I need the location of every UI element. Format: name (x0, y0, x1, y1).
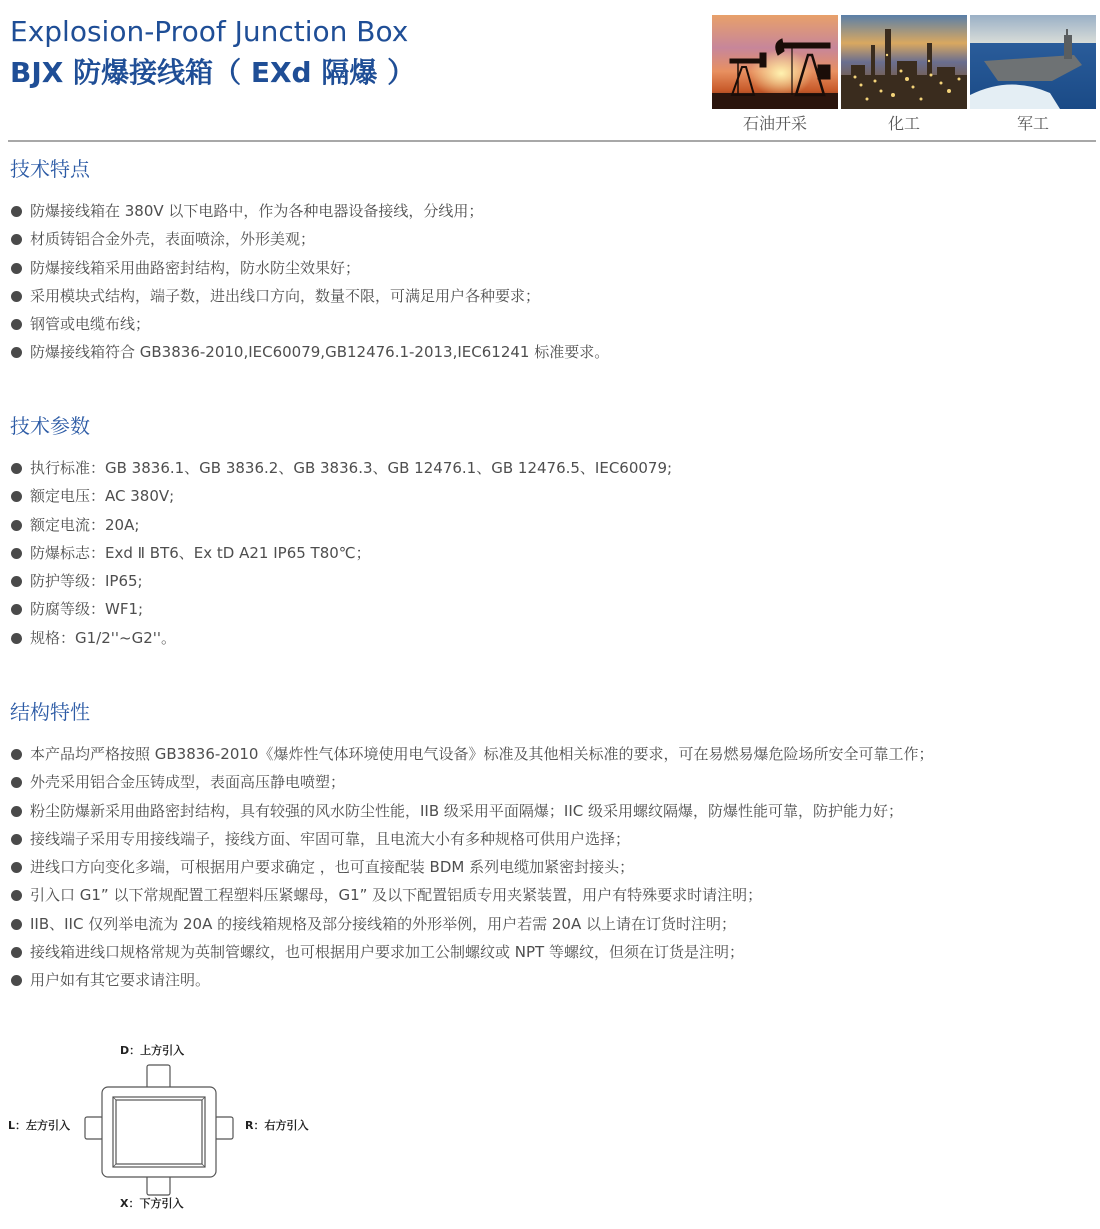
parameters-list (10, 454, 672, 652)
list-item: 防爆接线箱在 380V 以下电路中，作为各种电器设备接线，分线用； (10, 197, 609, 225)
list-item: 防护等级：IP65; (10, 567, 672, 595)
aircraft-carrier-photo (970, 15, 1096, 109)
header-divider (8, 140, 1096, 142)
structure-list (10, 740, 933, 995)
list-item: 引入口 G1” 以下常规配置工程塑料压紧螺母，G1” 及以下配置铝质专用夹紧装置，用户有特殊要求时请注明； (10, 881, 933, 909)
list-item: 本产品均严格按照 GB3836-2010《爆炸性气体环境使用电气设备》标准及其他相关标准的要求，可在易燃易爆危险场所安全可靠工作； (10, 740, 933, 768)
label-right-entry: R：右方引入 (245, 1119, 309, 1132)
features-list (10, 197, 609, 367)
list-item: IIB、IIC 仅列举电流为 20A 的接线箱规格及部分接线箱的外形举例，用户若需 20A 以上请在订货时注明； (10, 910, 933, 938)
list-item: 用户如有其它要求请注明。 (10, 966, 933, 994)
list-item: 外壳采用铝合金压铸成型，表面高压静电喷塑； (10, 768, 933, 796)
chemical-plant-photo (841, 15, 967, 109)
parameters-section (10, 412, 672, 652)
list-item: 进线口方向变化多端，可根据用户要求确定 ，也可直接配装 BDM 系列电缆加紧密封接头； (10, 853, 933, 881)
label-top-entry: D：上方引入 (120, 1044, 185, 1057)
oil-pump-sunset-photo (712, 15, 838, 109)
title-cn: BJX 防爆接线箱（ EXd 隔爆 ） (10, 56, 416, 89)
structure-title: 结构特性 (10, 700, 90, 724)
list-item: 防爆接线箱符合 GB3836-2010,IEC60079,GB12476.1-2013,IEC61241 标准要求。 (10, 338, 609, 366)
list-item: 防爆标志：Exd Ⅱ BT6、Ex tD A21 IP65 T80℃； (10, 539, 672, 567)
parameters-title: 技术参数 (10, 414, 90, 438)
list-item: 材质铸铝合金外壳，表面喷涂，外形美观； (10, 225, 609, 253)
list-item: 接线箱进线口规格常规为英制管螺纹，也可根据用户要求加工公制螺纹或 NPT 等螺纹，但须在订货是注明； (10, 938, 933, 966)
application-photos (712, 15, 1096, 135)
features-section (10, 155, 609, 367)
application-caption-military: 军工 (1016, 114, 1049, 133)
list-item: 采用模块式结构，端子数，进出线口方向，数量不限，可满足用户各种要求； (10, 282, 609, 310)
list-item: 执行标准：GB 3836.1、GB 3836.2、GB 3836.3、GB 12476.1、GB 12476.5、IEC60079; (10, 454, 672, 482)
label-bottom-entry: X：下方引入 (120, 1197, 184, 1210)
list-item: 粉尘防爆新采用曲路密封结构，具有较强的风水防尘性能，IIB 级采用平面隔爆；IIC 级采用螺纹隔爆，防爆性能可靠，防护能力好； (10, 797, 933, 825)
list-item: 额定电流：20A; (10, 511, 672, 539)
list-item: 额定电压：AC 380V; (10, 482, 672, 510)
list-item: 防腐等级：WF1; (10, 595, 672, 623)
list-item: 接线端子采用专用接线端子，接线方面、牢固可靠，且电流大小有多种规格可供用户选择； (10, 825, 933, 853)
list-item: 钢管或电缆布线； (10, 310, 609, 338)
label-left-entry: L：左方引入 (8, 1119, 71, 1132)
list-item: 防爆接线箱采用曲路密封结构，防水防尘效果好； (10, 254, 609, 282)
features-title: 技术特点 (10, 157, 90, 181)
structure-section (10, 698, 933, 995)
application-caption-oil: 石油开采 (742, 114, 807, 133)
application-caption-chemical: 化工 (887, 114, 920, 133)
list-item: 规格：G1/2''~G2''。 (10, 624, 672, 652)
title-en: Explosion-Proof Junction Box (10, 15, 409, 48)
entry-direction-diagram (0, 1035, 340, 1229)
